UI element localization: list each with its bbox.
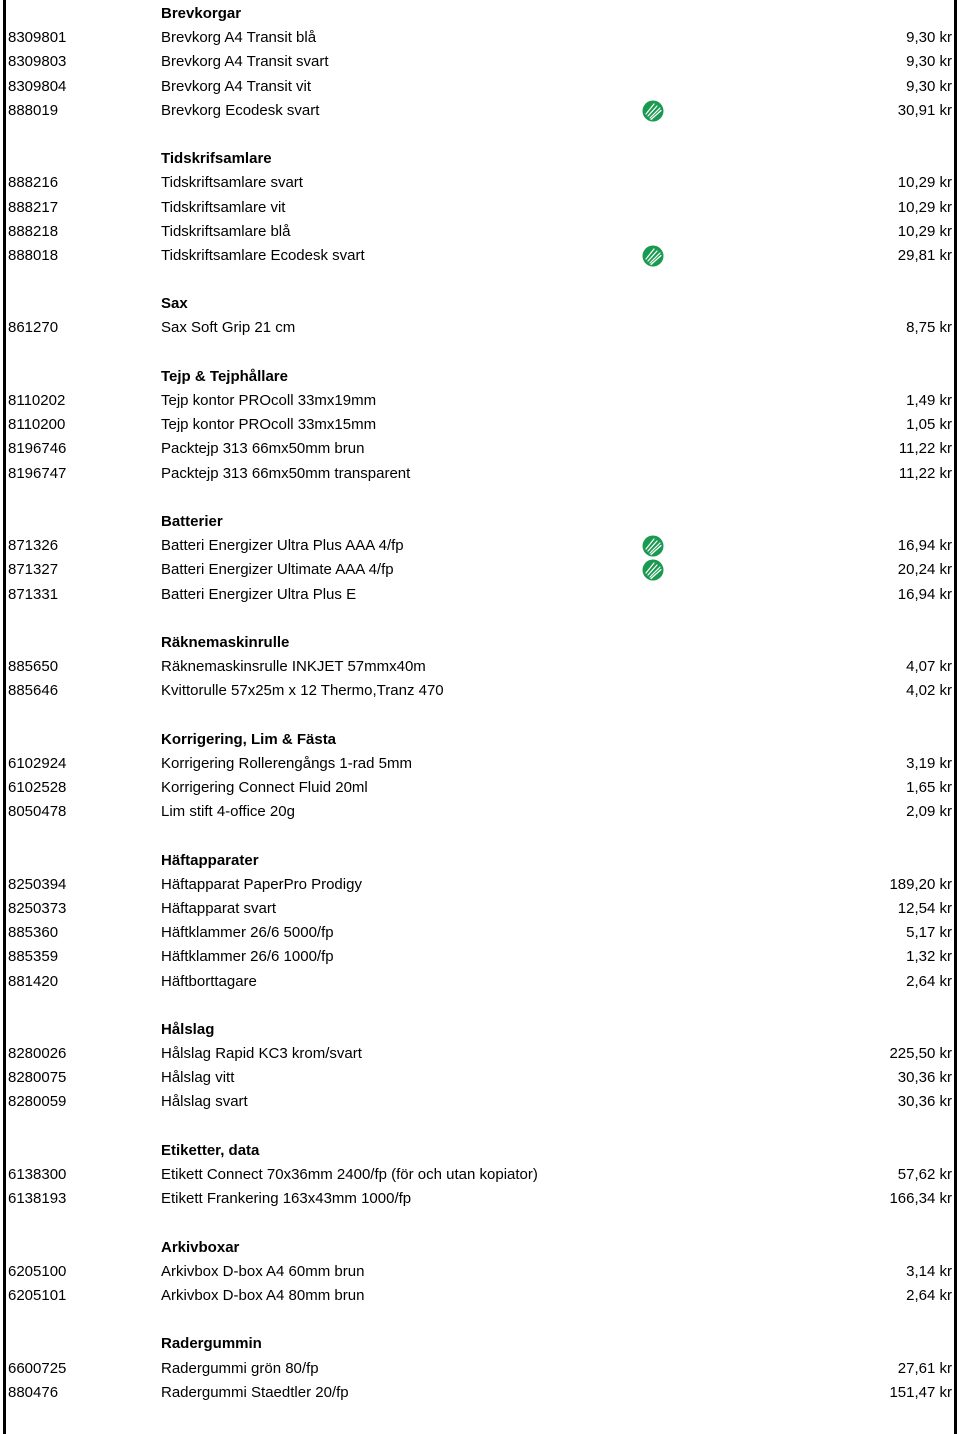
- product-row: [0, 1357, 960, 1381]
- product-row: [0, 534, 960, 558]
- article-number: 6138300: [8, 1166, 67, 1183]
- product-row: [0, 655, 960, 679]
- product-name: Lim stift 4-office 20g: [161, 803, 295, 821]
- product-section: [0, 2, 960, 123]
- product-name: Arkivbox D-box A4 80mm brun: [161, 1286, 365, 1304]
- section-heading-row: [0, 1139, 960, 1163]
- product-price: 2,64 kr: [906, 1286, 952, 1304]
- product-name: Korrigering Connect Fluid 20ml: [161, 779, 368, 796]
- product-name: Korrigering Rollerengångs 1-rad 5mm: [161, 754, 412, 772]
- product-section: [0, 1018, 960, 1115]
- product-price: 30,36 kr: [897, 1069, 952, 1087]
- product-name: Packtejp 313 66mx50mm brun: [161, 440, 365, 458]
- product-row: [0, 316, 960, 340]
- product-price: 16,94 kr: [897, 585, 952, 603]
- product-name: Sax Soft Grip 21 cm: [161, 319, 296, 337]
- product-price: 166,34 kr: [889, 1190, 952, 1208]
- article-number: 6600725: [8, 1359, 67, 1377]
- product-price: 30,91 kr: [897, 101, 952, 119]
- article-number: 8280059: [8, 1093, 67, 1111]
- product-row: [0, 945, 960, 969]
- product-row: [0, 897, 960, 921]
- product-name: Etikett Connect 70x36mm 2400/fp (för och utan kopiator): [161, 1166, 538, 1183]
- article-number: 888018: [8, 246, 59, 264]
- section-title: Etiketter, data: [161, 1141, 260, 1159]
- product-name: Hålslag svart: [161, 1093, 248, 1111]
- product-price: 10,29 kr: [897, 174, 952, 192]
- product-row: [0, 1187, 960, 1211]
- product-row: [0, 1381, 960, 1405]
- article-number: 888019: [8, 101, 59, 119]
- article-number: 888217: [8, 198, 59, 216]
- product-section: [0, 728, 960, 825]
- article-number: 8110200: [8, 416, 66, 434]
- article-number: 8280026: [8, 1045, 67, 1063]
- product-price: 20,24 kr: [897, 561, 952, 579]
- section-heading-row: [0, 2, 960, 26]
- product-row: [0, 558, 960, 582]
- product-price: 4,07 kr: [906, 658, 952, 676]
- product-row: [0, 970, 960, 994]
- product-row: [0, 752, 960, 776]
- article-number: 8309804: [8, 77, 67, 95]
- section-heading-row: [0, 1236, 960, 1260]
- section-heading-row: [0, 849, 960, 873]
- product-price: 3,14 kr: [906, 1262, 952, 1280]
- product-row: [0, 800, 960, 824]
- product-price: 1,32 kr: [906, 948, 952, 966]
- product-row: [0, 679, 960, 703]
- swan-ecolabel-icon: [641, 99, 665, 123]
- product-name: Radergummi Staedtler 20/fp: [161, 1383, 349, 1401]
- product-section: [0, 365, 960, 486]
- product-row: [0, 1090, 960, 1114]
- product-row: [0, 99, 960, 123]
- product-price: 189,20 kr: [889, 875, 952, 893]
- article-number: 6205100: [8, 1262, 67, 1280]
- product-row: [0, 583, 960, 607]
- product-name: Batteri Energizer Ultra Plus AAA 4/fp: [161, 537, 404, 555]
- swan-ecolabel-icon: [641, 244, 665, 268]
- product-row: [0, 196, 960, 220]
- article-number: 8196747: [8, 464, 67, 482]
- article-number: 8250373: [8, 899, 67, 917]
- product-price: 30,36 kr: [897, 1093, 952, 1111]
- section-title: Korrigering, Lim & Fästa: [161, 730, 337, 748]
- section-heading-row: [0, 510, 960, 534]
- product-price: 27,61 kr: [897, 1359, 952, 1377]
- product-name: Brevkorg A4 Transit vit: [161, 77, 312, 95]
- product-name: Brevkorg A4 Transit svart: [161, 53, 329, 71]
- section-title: Tejp & Tejphållare: [161, 367, 288, 385]
- swan-ecolabel-icon: [641, 558, 665, 582]
- product-name: Tejp kontor PROcoll 33mx19mm: [161, 392, 377, 409]
- section-title: Sax: [161, 295, 188, 313]
- product-name: Häftklammer 26/6 5000/fp: [161, 924, 334, 942]
- product-name: Etikett Frankering 163x43mm 1000/fp: [161, 1190, 412, 1208]
- article-number: 6102924: [8, 754, 67, 772]
- product-section: [0, 1236, 960, 1309]
- product-price: 29,81 kr: [897, 246, 952, 264]
- product-name: Packtejp 313 66mx50mm transparent: [161, 464, 411, 482]
- product-row: [0, 921, 960, 945]
- article-number: 8196746: [8, 440, 67, 458]
- product-section: [0, 1139, 960, 1212]
- product-row: [0, 462, 960, 486]
- product-name: Batteri Energizer Ultimate AAA 4/fp: [161, 561, 394, 579]
- product-row: [0, 1066, 960, 1090]
- product-row: [0, 413, 960, 437]
- product-name: Tidskriftsamlare blå: [161, 222, 291, 240]
- product-price: 8,75 kr: [906, 319, 952, 337]
- product-price: 11,22 kr: [898, 464, 952, 482]
- article-number: 885646: [8, 682, 59, 700]
- section-heading-row: [0, 365, 960, 389]
- article-number: 8250394: [8, 875, 67, 893]
- swan-ecolabel-icon: [641, 534, 665, 558]
- product-row: [0, 389, 960, 413]
- section-heading-row: [0, 292, 960, 316]
- article-number: 885360: [8, 924, 59, 942]
- product-price-list: [0, 2, 960, 1429]
- product-name: Tidskriftsamlare Ecodesk svart: [161, 246, 365, 264]
- product-price: 2,09 kr: [906, 803, 952, 821]
- article-number: 8050478: [8, 803, 67, 821]
- product-section: [0, 849, 960, 994]
- section-title: Tidskrifsamlare: [161, 150, 272, 168]
- product-price: 12,54 kr: [897, 899, 952, 917]
- section-title: Arkivboxar: [161, 1238, 240, 1256]
- product-name: Hålslag Rapid KC3 krom/svart: [161, 1045, 362, 1063]
- article-number: 881420: [8, 972, 59, 990]
- product-price: 4,02 kr: [906, 682, 952, 700]
- product-name: Arkivbox D-box A4 60mm brun: [161, 1262, 365, 1280]
- product-row: [0, 244, 960, 268]
- product-price: 9,30 kr: [906, 29, 952, 47]
- product-price: 11,22 kr: [898, 440, 952, 458]
- product-name: Häftborttagare: [161, 972, 257, 990]
- product-name: Häftklammer 26/6 1000/fp: [161, 948, 334, 966]
- product-price: 3,19 kr: [906, 754, 952, 772]
- product-row: [0, 1163, 960, 1187]
- product-name: Brevkorg Ecodesk svart: [161, 101, 320, 119]
- section-title: Häftapparater: [161, 851, 259, 869]
- product-name: Brevkorg A4 Transit blå: [161, 29, 317, 47]
- product-section: [0, 1332, 960, 1405]
- article-number: 880476: [8, 1383, 59, 1401]
- section-title: Batterier: [161, 512, 223, 530]
- product-price: 1,05 kr: [906, 416, 952, 434]
- product-section: [0, 631, 960, 704]
- product-name: Tejp kontor PROcoll 33mx15mm: [161, 416, 377, 434]
- product-name: Räknemaskinsrulle INKJET 57mmx40m: [161, 658, 426, 676]
- article-number: 8309803: [8, 53, 67, 71]
- product-price: 10,29 kr: [897, 222, 952, 240]
- article-number: 861270: [8, 319, 59, 337]
- product-price: 1,65 kr: [906, 779, 952, 796]
- product-price: 9,30 kr: [906, 77, 952, 95]
- section-heading-row: [0, 147, 960, 171]
- product-row: [0, 50, 960, 74]
- article-number: 885650: [8, 658, 59, 676]
- article-number: 8110202: [8, 392, 66, 409]
- section-title: Hålslag: [161, 1020, 215, 1038]
- product-price: 151,47 kr: [889, 1383, 952, 1401]
- product-row: [0, 171, 960, 195]
- product-row: [0, 26, 960, 50]
- product-name: Batteri Energizer Ultra Plus E: [161, 585, 357, 603]
- product-row: [0, 1284, 960, 1308]
- section-heading-row: [0, 1018, 960, 1042]
- product-price: 9,30 kr: [906, 53, 952, 71]
- product-row: [0, 873, 960, 897]
- product-section: [0, 292, 960, 340]
- product-row: [0, 1260, 960, 1284]
- product-row: [0, 1042, 960, 1066]
- article-number: 871331: [8, 585, 59, 603]
- section-heading-row: [0, 631, 960, 655]
- product-price: 10,29 kr: [897, 198, 952, 216]
- product-price: 225,50 kr: [889, 1045, 952, 1063]
- product-name: Hålslag vitt: [161, 1069, 235, 1087]
- product-row: [0, 437, 960, 461]
- product-name: Tidskriftsamlare svart: [161, 174, 303, 192]
- product-row: [0, 776, 960, 800]
- section-heading-row: [0, 1332, 960, 1356]
- article-number: 8280075: [8, 1069, 67, 1087]
- product-name: Kvittorulle 57x25m x 12 Thermo,Tranz 470: [161, 682, 444, 700]
- product-section: [0, 510, 960, 607]
- product-name: Radergummi grön 80/fp: [161, 1359, 319, 1377]
- section-title: Räknemaskinrulle: [161, 633, 290, 651]
- section-title: Radergummin: [161, 1335, 262, 1353]
- product-price: 5,17 kr: [906, 924, 952, 942]
- product-price: 57,62 kr: [897, 1166, 952, 1183]
- article-number: 6102528: [8, 779, 67, 796]
- product-row: [0, 75, 960, 99]
- section-title: Brevkorgar: [161, 5, 242, 22]
- article-number: 888218: [8, 222, 59, 240]
- article-number: 885359: [8, 948, 59, 966]
- article-number: 888216: [8, 174, 59, 192]
- article-number: 871327: [8, 561, 59, 579]
- product-price: 2,64 kr: [906, 972, 952, 990]
- article-number: 6205101: [8, 1286, 67, 1304]
- product-section: [0, 147, 960, 268]
- product-price: 16,94 kr: [897, 537, 952, 555]
- product-name: Häftapparat svart: [161, 899, 277, 917]
- article-number: 6138193: [8, 1190, 67, 1208]
- product-name: Tidskriftsamlare vit: [161, 198, 286, 216]
- article-number: 871326: [8, 537, 59, 555]
- product-name: Häftapparat PaperPro Prodigy: [161, 875, 362, 893]
- section-heading-row: [0, 728, 960, 752]
- article-number: 8309801: [8, 29, 67, 47]
- product-row: [0, 220, 960, 244]
- product-price: 1,49 kr: [906, 392, 952, 409]
